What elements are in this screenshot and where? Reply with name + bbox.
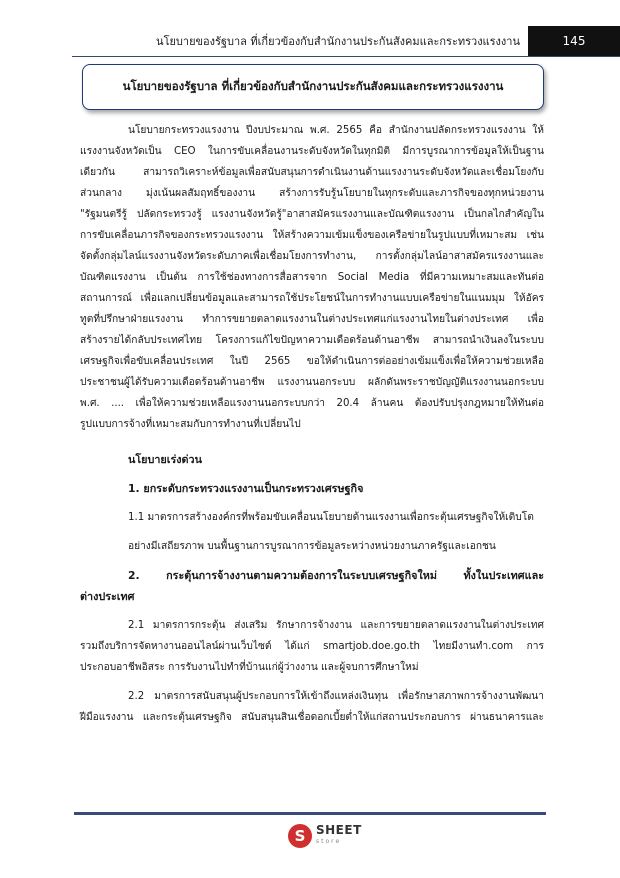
- body-line: สร้างรายได้กลับประเทศไทย โครงการแก้ไขปัญหาความเดือดร้อนด้านอาชีพ สามารถนำเงินลงในระบบ: [80, 335, 544, 346]
- item-2-1-line: 2.1 มาตรการกระตุ้น ส่งเสริม รักษาการจ้างงาน และการขยายตลาดแรงงานในต่างประเทศ: [128, 620, 544, 631]
- item-1-1-line: อย่างมีเสถียรภาพ บนพื้นฐานการบูรณาการข้อมูลระหว่างหน่วยงานภาครัฐและเอกชน: [128, 541, 496, 552]
- body-line: สถานการณ์ เพื่อแลกเปลี่ยนข้อมูลและสามารถใช้ประโยชน์ในการทำงานแบบเครือข่ายในแนมมุม ให้อัคร: [80, 293, 544, 304]
- body-line: การขับเคลื่อนภารกิจของกระทรวงแรงงาน ให้สร้างความเข้มแข็งของเครือข่ายในรูปแบบที่เหมาะสม เช่น: [80, 230, 544, 241]
- logo-text: [316, 825, 362, 847]
- section-1-heading: 1. ยกระดับกระทรวงแรงงานเป็นกระทรวงเศรษฐกิจ: [128, 482, 364, 495]
- body-line: ส่วนกลาง มุ่งเน้นผลสัมฤทธิ์ของงาน สร้างการรับรู้นโยบายในทุกระดับและภารกิจของทุกหน่วยงาน: [80, 188, 544, 199]
- item-2-2-line: ฝีมือแรงงาน และกระตุ้นเศรษฐกิจ สนับสนุนสินเชื่อดอกเบี้ยต่ำให้แก่สถานประกอบการ ผ่านธนาคารและ: [80, 712, 544, 723]
- header-divider: [72, 56, 620, 57]
- body-line: จัดตั้งกลุ่มไลน์แรงงานจังหวัดระดับภาคเพื่อเชื่อมโยงการทำงาน, การตั้งกลุ่มไลน์อาสาสมัครแรงงานและ: [80, 251, 544, 262]
- item-2-1-line: รวมถึงบริการจัดหางานออนไลน์ผ่านเว็บไซต์ ได้แก่ smartjob.doe.go.th ไทยมีงานทำ.com การ: [80, 641, 544, 652]
- footer-divider: [74, 812, 546, 815]
- body-line: บัณฑิตแรงงาน เป็นต้น การใช้ช่องทางการสื่อสารจาก Social Media ที่มีความเหมาะสมและทันต่อ: [80, 272, 544, 283]
- section-2-heading: 2. กระตุ้นการจ้างงานตามความต้องการในระบบเศรษฐกิจใหม่ ทั้งในประเทศและ: [128, 569, 544, 582]
- body-line: รูปแบบการจ้างที่เหมาะสมกับการทำงานที่เปลี่ยนไป: [80, 419, 301, 430]
- section-title-box: [82, 64, 544, 110]
- document-body: [80, 120, 544, 728]
- body-line: เดียวกัน สามารถวิเคราะห์ข้อมูลเพื่อสนับสนุนการดำเนินงานด้านแรงงานระดับจังหวัดและเชื่อมโยงกับ: [80, 167, 544, 178]
- section-title: นโยบายของรัฐบาล ที่เกี่ยวข้องกับสำนักงานประกันสังคมและกระทรวงแรงงาน: [122, 79, 504, 93]
- body-line: แรงงานจังหวัดเป็น CEO ในการขับเคลื่อนงานระดับจังหวัดในทุกมิติ มีการบูรณาการข้อมูลให้เป็นฐาน: [80, 146, 544, 157]
- running-header-title: นโยบายของรัฐบาล ที่เกี่ยวข้องกับสำนักงานประกันสังคมและกระทรวงแรงงาน: [156, 35, 520, 48]
- body-line: พ.ศ. .... เพื่อให้ความช่วยเหลือแรงงานนอกระบบกว่า 20.4 ล้านคน ต้องปรับปรุงกฎหมายให้ทันต่อ: [80, 398, 544, 409]
- urgent-policy-heading: นโยบายเร่งด่วน: [128, 453, 202, 466]
- sheet-store-logo: [288, 822, 362, 850]
- body-line: "รัฐมนตรีรู้ ปลัดกระทรวงรู้ แรงงานจังหวัดรู้"อาสาสมัครแรงงานและบัณฑิตแรงงาน เป็นกลไกสำคัญใน: [80, 209, 544, 220]
- item-2-1-line: ประกอบอาชีพอิสระ การรับงานไปทำที่บ้านแก่ผู้ว่างงาน และผู้จบการศึกษาใหม่: [80, 662, 419, 673]
- body-line: ทูตที่ปรึกษาฝ่ายแรงงาน ทำการขยายตลาดแรงงานในต่างประเทศแก่แรงงานไทยในต่างประเทศ เพื่อ: [80, 314, 544, 325]
- page-number: 145: [528, 26, 620, 56]
- body-line: นโยบายกระทรวงแรงงาน ปีงบประมาณ พ.ศ. 2565 คือ สำนักงานปลัดกระทรวงแรงงาน ให้: [128, 125, 544, 136]
- item-2-2-line: 2.2 มาตรการสนับสนุนผู้ประกอบการให้เข้าถึงแหล่งเงินทุน เพื่อรักษาสภาพการจ้างงานพัฒนา: [128, 691, 544, 702]
- logo-mark-icon: S: [288, 824, 312, 848]
- body-line: เศรษฐกิจเพื่อขับเคลื่อนประเทศ ในปี 2565 ขอให้ดำเนินการต่ออย่างเข้มแข็งเพื่อให้ความช่วยเหลือ: [80, 356, 544, 367]
- logo-subtext: store: [316, 838, 342, 845]
- item-1-1-line: 1.1 มาตรการสร้างองค์กรที่พร้อมขับเคลื่อนนโยบายด้านแรงงานเพื่อกระตุ้นเศรษฐกิจให้เติบโต: [128, 512, 534, 523]
- section-2-heading: ต่างประเทศ: [80, 590, 135, 603]
- logo-name: SHEET: [316, 823, 362, 837]
- body-line: ประชาชนผู้ได้รับความเดือดร้อนด้านอาชีพ แรงงานนอกระบบ ผลักดันพระราชบัญญัติแรงงานนอกระบบ: [80, 377, 544, 388]
